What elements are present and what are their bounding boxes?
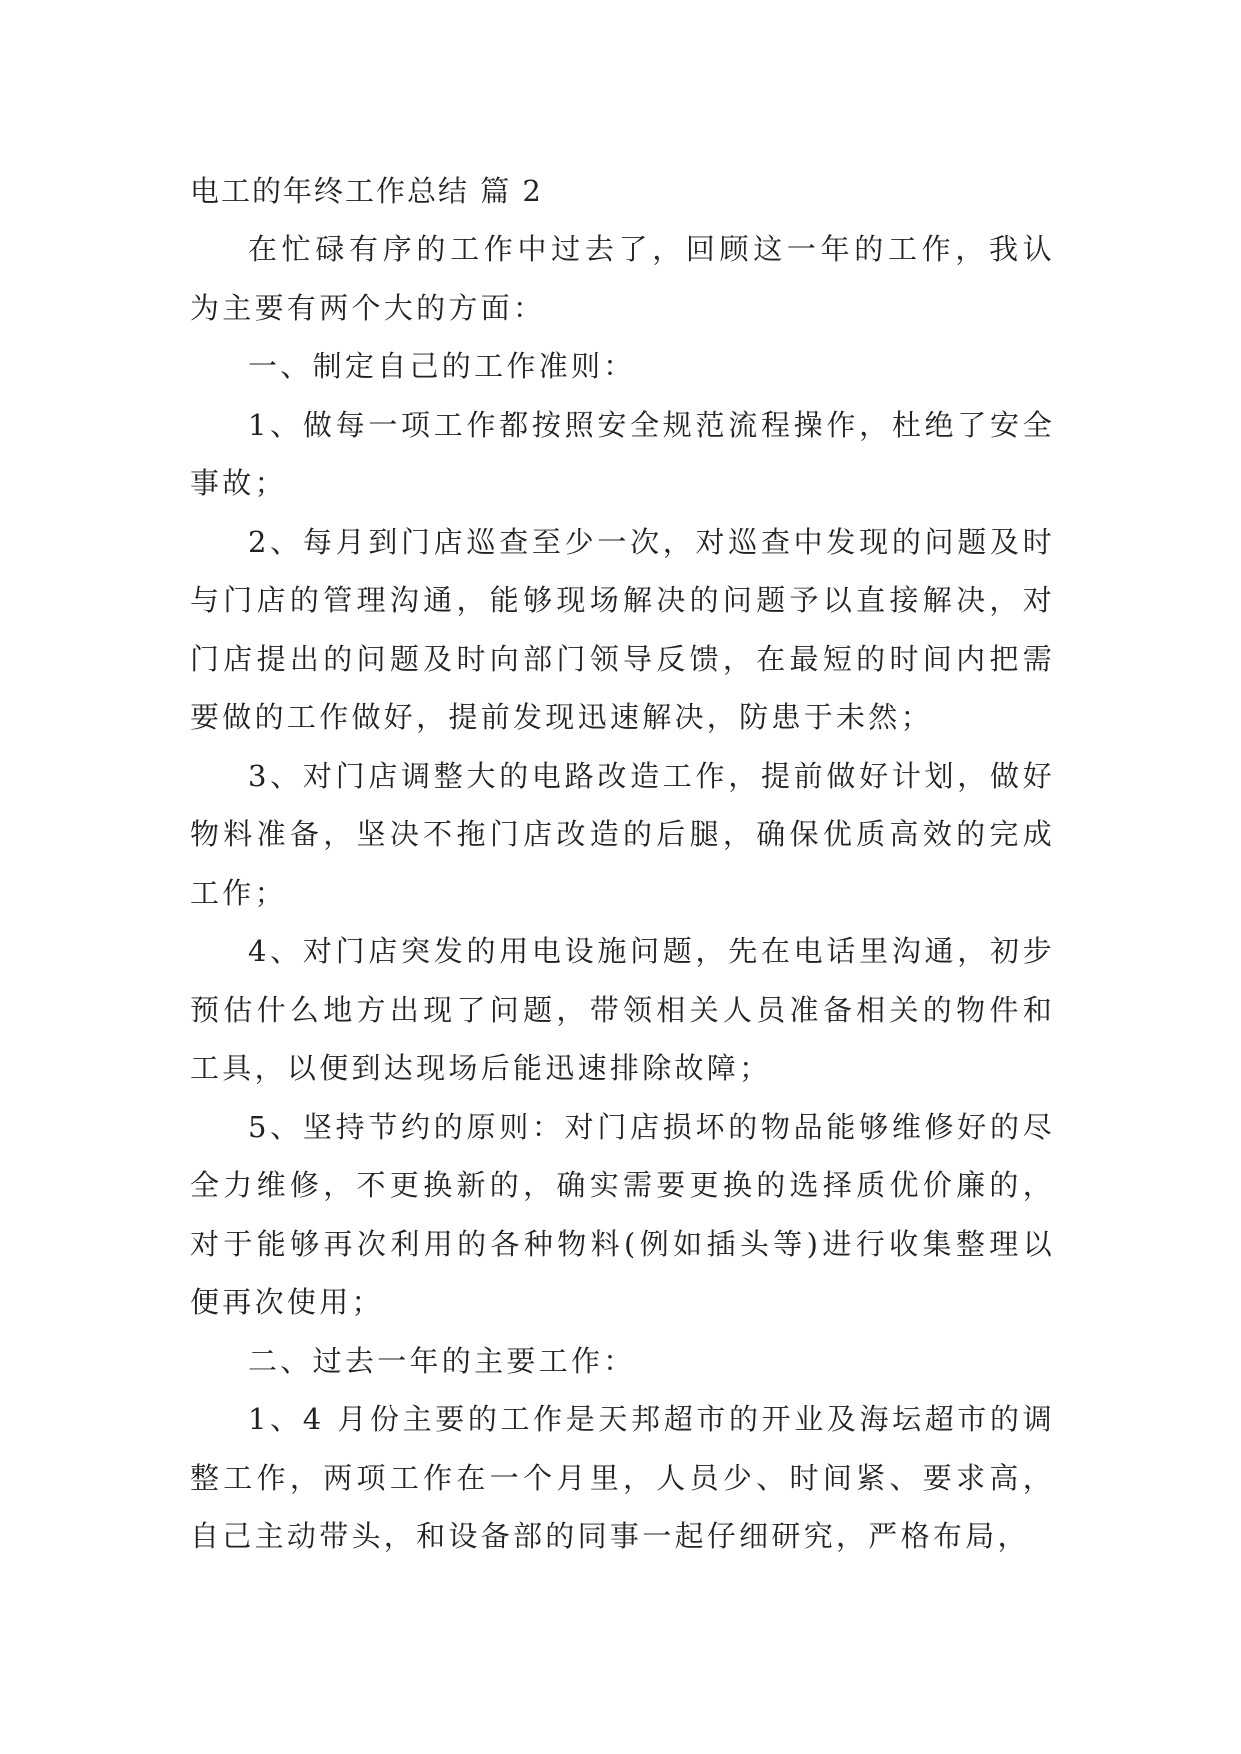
paragraph-main-work-1: 1、4 月份主要的工作是天邦超市的开业及海坛超市的调整工作，两项工作在一个月里，人员少、时间紧、要求高，自己主动带头，和设备部的同事一起仔细研究，严格布局，: [190, 1402, 1055, 1553]
document-body: [190, 162, 1055, 1566]
section-heading-principles: 一、制定自己的工作准则：: [248, 349, 636, 383]
paragraph-principle-1: 1、做每一项工作都按照安全规范流程操作，杜绝了安全事故；: [190, 407, 1055, 500]
document-title: 电工的年终工作总结 篇 2: [190, 174, 543, 208]
section-heading-main-work: 二、过去一年的主要工作：: [248, 1343, 636, 1378]
paragraph-principle-4: 4、对门店突发的用电设施问题，先在电话里沟通，初步预估什么地方出现了问题，带领相关人员准备相关的物件和工具，以便到达现场后能迅速排除故障；: [190, 934, 1055, 1085]
paragraph-principle-5: 5、坚持节约的原则：对门店损坏的物品能够维修好的尽全力维修，不更换新的，确实需要更换的选择质优价廉的，对于能够再次利用的各种物料(例如插头等)进行收集整理以便再次使用；: [190, 1109, 1055, 1319]
paragraph-principle-3: 3、对门店调整大的电路改造工作，提前做好计划，做好物料准备，坚决不拖门店改造的后腿，确保优质高效的完成工作；: [190, 758, 1055, 910]
paragraph-intro: 在忙碌有序的工作中过去了，回顾这一年的工作，我认为主要有两个大的方面：: [190, 232, 1055, 325]
paragraph-principle-2: 2、每月到门店巡查至少一次，对巡查中发现的问题及时与门店的管理沟通，能够现场解决的问题予以直接解决，对门店提出的问题及时向部门领导反馈，在最短的时间内把需要做的工作做好，提前发现迅速解决，防患于未然；: [190, 524, 1055, 734]
